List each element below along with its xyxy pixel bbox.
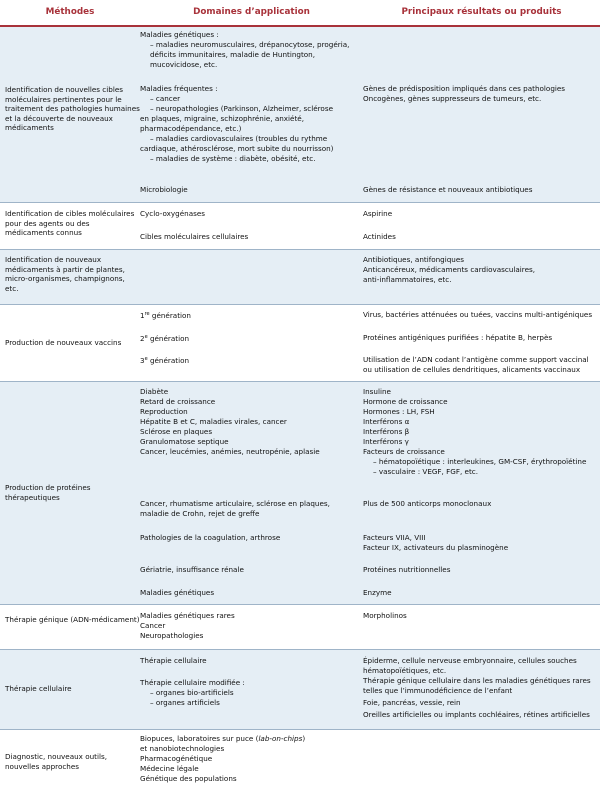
- cell-text: Cancer: [140, 621, 166, 630]
- cell-text: Gériatrie, insuffisance rénale: [140, 565, 244, 574]
- cell-text: ou utilisation de cellules dendritiques, alicaments vaccinaux: [363, 365, 581, 374]
- cell-text: Diabète: [140, 387, 169, 396]
- cell-text: Thérapie cellulaire: [140, 656, 207, 665]
- table-row: [0, 382, 600, 605]
- cell-text: Virus, bactéries atténuées ou tuées, vaccins multi-antigéniques: [363, 310, 593, 319]
- row-method: Production de protéines thérapeutiques: [5, 483, 91, 502]
- cell-text: déficits immunitaires, maladie de Huntington,: [150, 50, 316, 59]
- cell-text: et nanobiotechnologies: [140, 744, 225, 753]
- table-row: [0, 305, 600, 382]
- cell-text: – vasculaire : VEGF, FGF, etc.: [373, 467, 479, 476]
- row-method: Identification de nouveaux médicaments à partir de plantes, micro-organismes, champignons, etc.: [5, 255, 125, 293]
- vaccine-generation-2: 2e génération: [140, 334, 190, 343]
- cell-text: – organes bio-artificiels: [150, 688, 234, 697]
- row-method: Identification de cibles moléculaires pour des agents ou des médicaments connus: [5, 209, 135, 238]
- cell-text: Oncogènes, gènes suppresseurs de tumeurs, etc.: [363, 94, 542, 103]
- cell-text: telles que l’immunodéficience de l’enfant: [363, 686, 513, 695]
- vaccine-generation-3: 3e génération: [140, 356, 190, 365]
- cell-text: Utilisation de l’ADN codant l’antigène comme support vaccinal: [363, 355, 589, 364]
- cell-text: – maladies neuromusculaires, drépanocytose, progéria,: [150, 40, 350, 49]
- cell-text: Cyclo-oxygénases: [140, 209, 206, 218]
- cell-text: Retard de croissance: [140, 397, 216, 406]
- cell-text: Antibiotiques, antifongiques: [363, 255, 465, 264]
- cell-text: Foie, pancréas, vessie, rein: [363, 698, 461, 707]
- cell-text: Anticancéreux, médicaments cardiovasculaires,: [363, 265, 536, 274]
- table-header: [0, 0, 600, 27]
- cell-text: Sclérose en plaques: [140, 427, 213, 436]
- cell-text: Facteurs de croissance: [363, 447, 445, 456]
- cell-text: Actinides: [363, 232, 396, 241]
- cell-text: Thérapie cellulaire modifiée :: [140, 678, 245, 687]
- cell-text: Enzyme: [363, 588, 392, 597]
- table-row: [0, 730, 600, 795]
- cell-text: Maladies génétiques rares: [140, 611, 235, 620]
- table-row: [0, 27, 600, 203]
- cell-text: Hépatite B et C, maladies virales, cancer: [140, 417, 287, 426]
- cell-text: Aspirine: [363, 209, 393, 218]
- cell-text: – hématopoïétique : interleukines, GM-CSF, érythropoïétine: [373, 457, 587, 466]
- cell-text: Hormones : LH, FSH: [363, 407, 435, 416]
- cell-text: Maladies génétiques :: [140, 30, 219, 39]
- cell-text: Hormone de croissance: [363, 397, 448, 406]
- cell-text: Épiderme, cellule nerveuse embryonnaire, cellules souches: [363, 656, 577, 665]
- cell-text: Protéines antigéniques purifiées : hépatite B, herpès: [363, 333, 553, 342]
- cell-text: Cancer, rhumatisme articulaire, sclérose en plaques,: [140, 499, 330, 508]
- table-row: [0, 605, 600, 650]
- cell-text: Facteur IX, activateurs du plasminogène: [363, 543, 509, 552]
- table-row: [0, 250, 600, 305]
- cell-text: Interférons α: [363, 417, 410, 426]
- cell-text: – cancer: [150, 94, 181, 103]
- row-method: Production de nouveaux vaccins: [5, 338, 122, 347]
- table-row: [0, 650, 600, 730]
- vaccine-generation-1: 1re génération: [140, 311, 191, 320]
- row-method: Diagnostic, nouveaux outils, nouvelles approches: [5, 752, 108, 771]
- cell-text: Pathologies de la coagulation, arthrose: [140, 533, 281, 542]
- cell-text: Cibles moléculaires cellulaires: [140, 232, 249, 241]
- cell-text: Oreilles artificielles ou implants cochléaires, rétines artificielles: [363, 710, 590, 719]
- row-method: Thérapie génique (ADN-médicament): [5, 615, 140, 624]
- cell-text: Cancer, leucémies, anémies, neutropénie, aplasie: [140, 447, 320, 456]
- cell-text: Facteurs VIIA, VIII: [363, 533, 426, 542]
- cell-text: Plus de 500 anticorps monoclonaux: [363, 499, 492, 508]
- cell-text: pharmacodépendance, etc.): [140, 124, 242, 133]
- cell-text: Neuropathologies: [140, 631, 204, 640]
- table-row: [0, 203, 600, 250]
- cell-text: cardiaque, athérosclérose, mort subite du nourrisson): [140, 144, 334, 153]
- cell-text: Insuline: [363, 387, 391, 396]
- cell-text: Microbiologie: [140, 185, 188, 194]
- cell-text: Médecine légale: [140, 764, 199, 773]
- cell-text: – maladies de système : diabète, obésité, etc.: [150, 154, 316, 163]
- cell-text: en plaques, migraine, schizophrénie, anxiété,: [140, 114, 304, 123]
- biochips-line: Biopuces, laboratoires sur puce (lab-on-chips): [140, 734, 306, 743]
- cell-text: Interférons β: [363, 427, 410, 436]
- cell-text: Reproduction: [140, 407, 188, 416]
- cell-text: – neuropathologies (Parkinson, Alzheimer, sclérose: [150, 104, 333, 113]
- cell-text: Pharmacogénétique: [140, 754, 213, 763]
- cell-text: mucovicidose, etc.: [150, 60, 218, 69]
- row-method: Identification de nouvelles cibles moléculaires pertinentes pour le traitement des pathologies humaines et la découverte de nouveaux médicaments: [5, 85, 140, 133]
- cell-text: Granulomatose septique: [140, 437, 229, 446]
- cell-text: Maladies génétiques: [140, 588, 215, 597]
- cell-text: Protéines nutritionnelles: [363, 565, 451, 574]
- cell-text: anti-inflammatoires, etc.: [363, 275, 452, 284]
- cell-text: Morpholinos: [363, 611, 407, 620]
- cell-text: Génétique des populations: [140, 774, 237, 783]
- cell-text: Thérapie génique cellulaire dans les maladies génétiques rares: [363, 676, 591, 685]
- cell-text: Gènes de prédisposition impliqués dans ces pathologies: [363, 84, 566, 93]
- cell-text: hématopoïétiques, etc.: [363, 666, 447, 675]
- cell-text: – maladies cardiovasculaires (troubles du rythme: [150, 134, 328, 143]
- row-method: Thérapie cellulaire: [5, 684, 72, 693]
- cell-text: Gènes de résistance et nouveaux antibiotiques: [363, 185, 533, 194]
- header-methodes: Méthodes: [45, 7, 95, 17]
- cell-text: Interférons γ: [363, 437, 409, 446]
- header-domaines: Domaines d’application: [193, 7, 310, 17]
- cell-text: Maladies fréquentes :: [140, 84, 218, 93]
- cell-text: maladie de Crohn, rejet de greffe: [140, 509, 260, 518]
- header-resultats: Principaux résultats ou produits: [401, 7, 562, 17]
- cell-text: – organes artificiels: [150, 698, 220, 707]
